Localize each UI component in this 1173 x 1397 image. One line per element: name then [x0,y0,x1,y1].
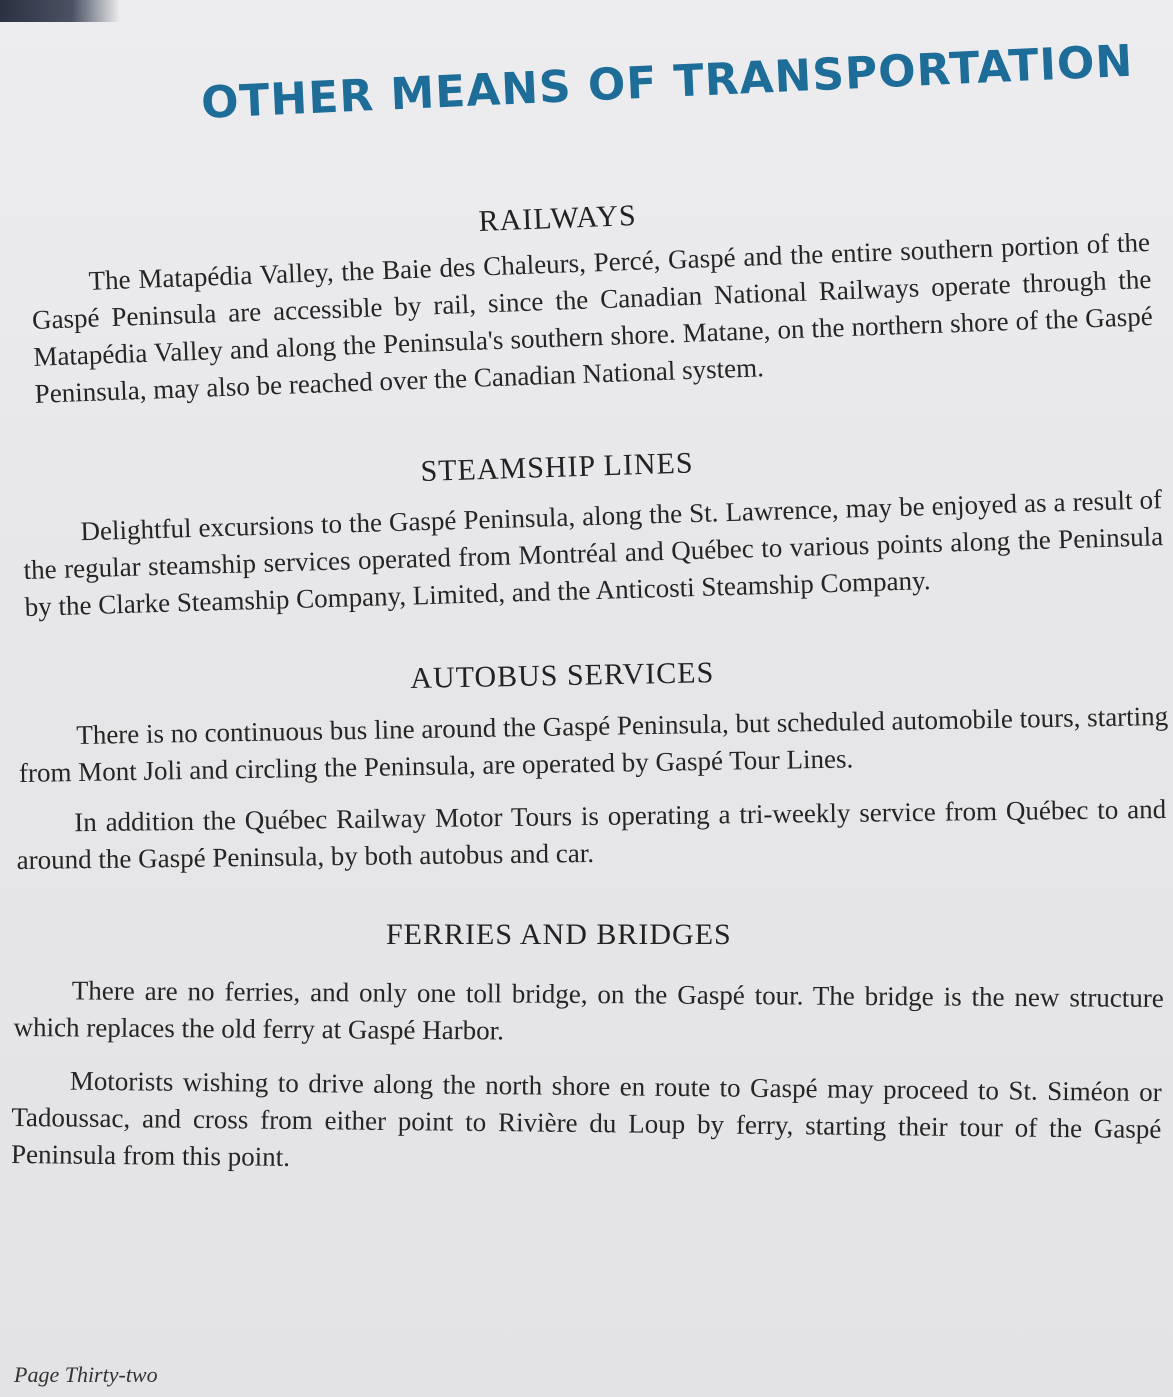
section-heading-railways: RAILWAYS [478,198,638,238]
paragraph-ferries-and-bridges-2: Motorists wishing to drive along the north shore en route to Gaspé may proceed to St. Siméon or Tadoussac, and cross from either point to Rivière du Loup by ferry, starting their tour of the Gaspé Peninsula from this point. [10,1065,1162,1172]
page-edge-shadow [0,0,120,22]
paragraph-autobus-services-2: In addition the Québec Railway Motor Tours is operating a tri-weekly service from Québec to and around the Gaspé Peninsula, by both autobus and car. [16,793,1167,875]
page-number-footer: Page Thirty-two [14,1362,158,1387]
section-heading-autobus-services: AUTOBUS SERVICES [410,656,715,695]
paragraph-railways: The Matapédia Valley, the Baie des Chaleurs, Percé, Gaspé and the entire southern portion of the Gaspé Peninsula are accessible by rail, since the Canadian National Railways operate through the Matapédia Valley and along the Peninsula's southern shore. Matane, on the northern shore of the Gaspé Peninsula, may also be reached over the Canadian National system. [31,226,1154,409]
section-heading-ferries-and-bridges: FERRIES AND BRIDGES [386,918,732,951]
paragraph-steamship-lines: Delightful excursions to the Gaspé Peninsula, along the St. Lawrence, may be enjoyed as a result of the regular steamship services operated from Montréal and Québec to various points along the Peninsula by the Clarke Steamship Company, Limited, and the Anticosti Steamship Company. [23,484,1164,622]
page-title: OTHER MEANS OF TRANSPORTATION [200,35,1135,129]
paragraph-autobus-services-1: There is no continuous bus line around the Gaspé Peninsula, but scheduled automobile tours, starting from Mont Joli and circling the Peninsula, are operated by Gaspé Tour Lines. [18,700,1169,788]
section-heading-steamship-lines: STEAMSHIP LINES [420,446,694,488]
paragraph-ferries-and-bridges-1: There are no ferries, and only one toll bridge, on the Gaspé tour. The bridge is the new structure which replaces the old ferry at Gaspé Harbor. [13,975,1164,1046]
